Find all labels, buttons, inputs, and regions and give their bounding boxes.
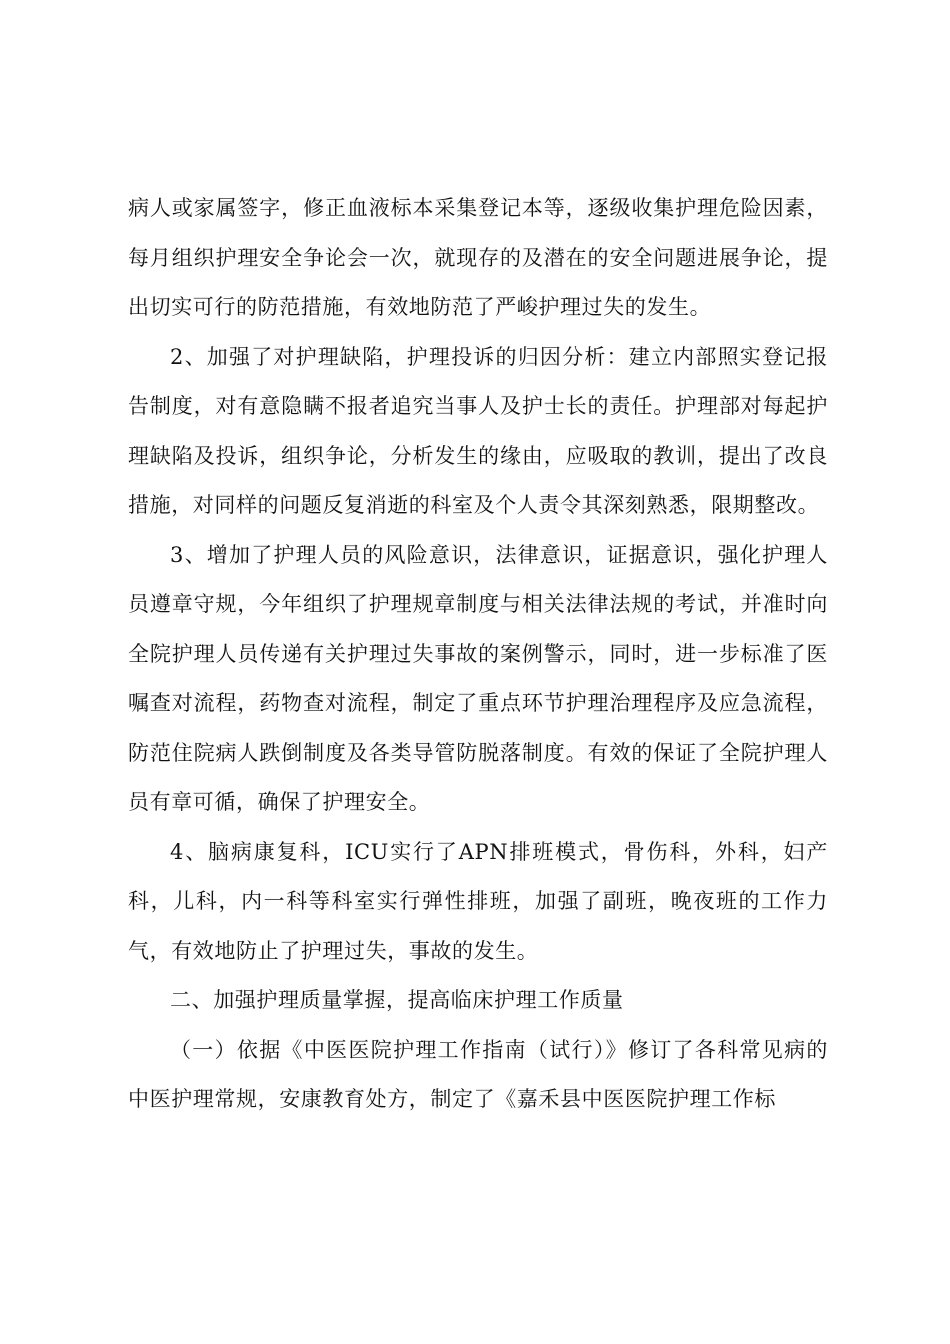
- paragraph-subsection-1: （一）依据《中医医院护理工作指南（试行）》修订了各科常见病的中医护理常规，安康教育处方，制定了《嘉禾县中医医院护理工作标: [128, 1037, 828, 1111]
- paragraph-continuation: 病人或家属签字，修正血液标本采集登记本等，逐级收集护理危险因素，每月组织护理安全争论会一次，就现存的及潜在的安全问题进展争论，提出切实可行的防范措施，有效地防范了严峻护理过失的发生。: [128, 196, 828, 319]
- paragraph-item-2: 2、加强了对护理缺陷，护理投诉的归因分析：建立内部照实登记报告制度，对有意隐瞒不报者追究当事人及护士长的责任。护理部对每起护理缺陷及投诉，组织争论，分析发生的缘由，应吸取的教训，提出了改良措施，对同样的问题反复消逝的科室及个人责令其深刻熟悉，限期整改。: [128, 344, 828, 517]
- document-body: [128, 184, 828, 1125]
- section-heading: 二、加强护理质量掌握，提高临床护理工作质量: [170, 988, 624, 1012]
- paragraph-item-3: 3、增加了护理人员的风险意识，法律意识，证据意识，强化护理人员遵章守规，今年组织了护理规章制度与相关法律法规的考试，并准时向全院护理人员传递有关护理过失事故的案例警示，同时，进一步标准了医嘱查对流程，药物查对流程，制定了重点环节护理治理程序及应急流程，防范住院病人跌倒制度及各类导管防脱落制度。有效的保证了全院护理人员有章可循，确保了护理安全。: [128, 542, 828, 814]
- paragraph-item-4: 4、脑病康复科，ICU实行了APN排班模式，骨伤科，外科，妇产科，儿科，内一科等科室实行弹性排班，加强了副班，晚夜班的工作力气，有效地防止了护理过失，事故的发生。: [128, 839, 828, 963]
